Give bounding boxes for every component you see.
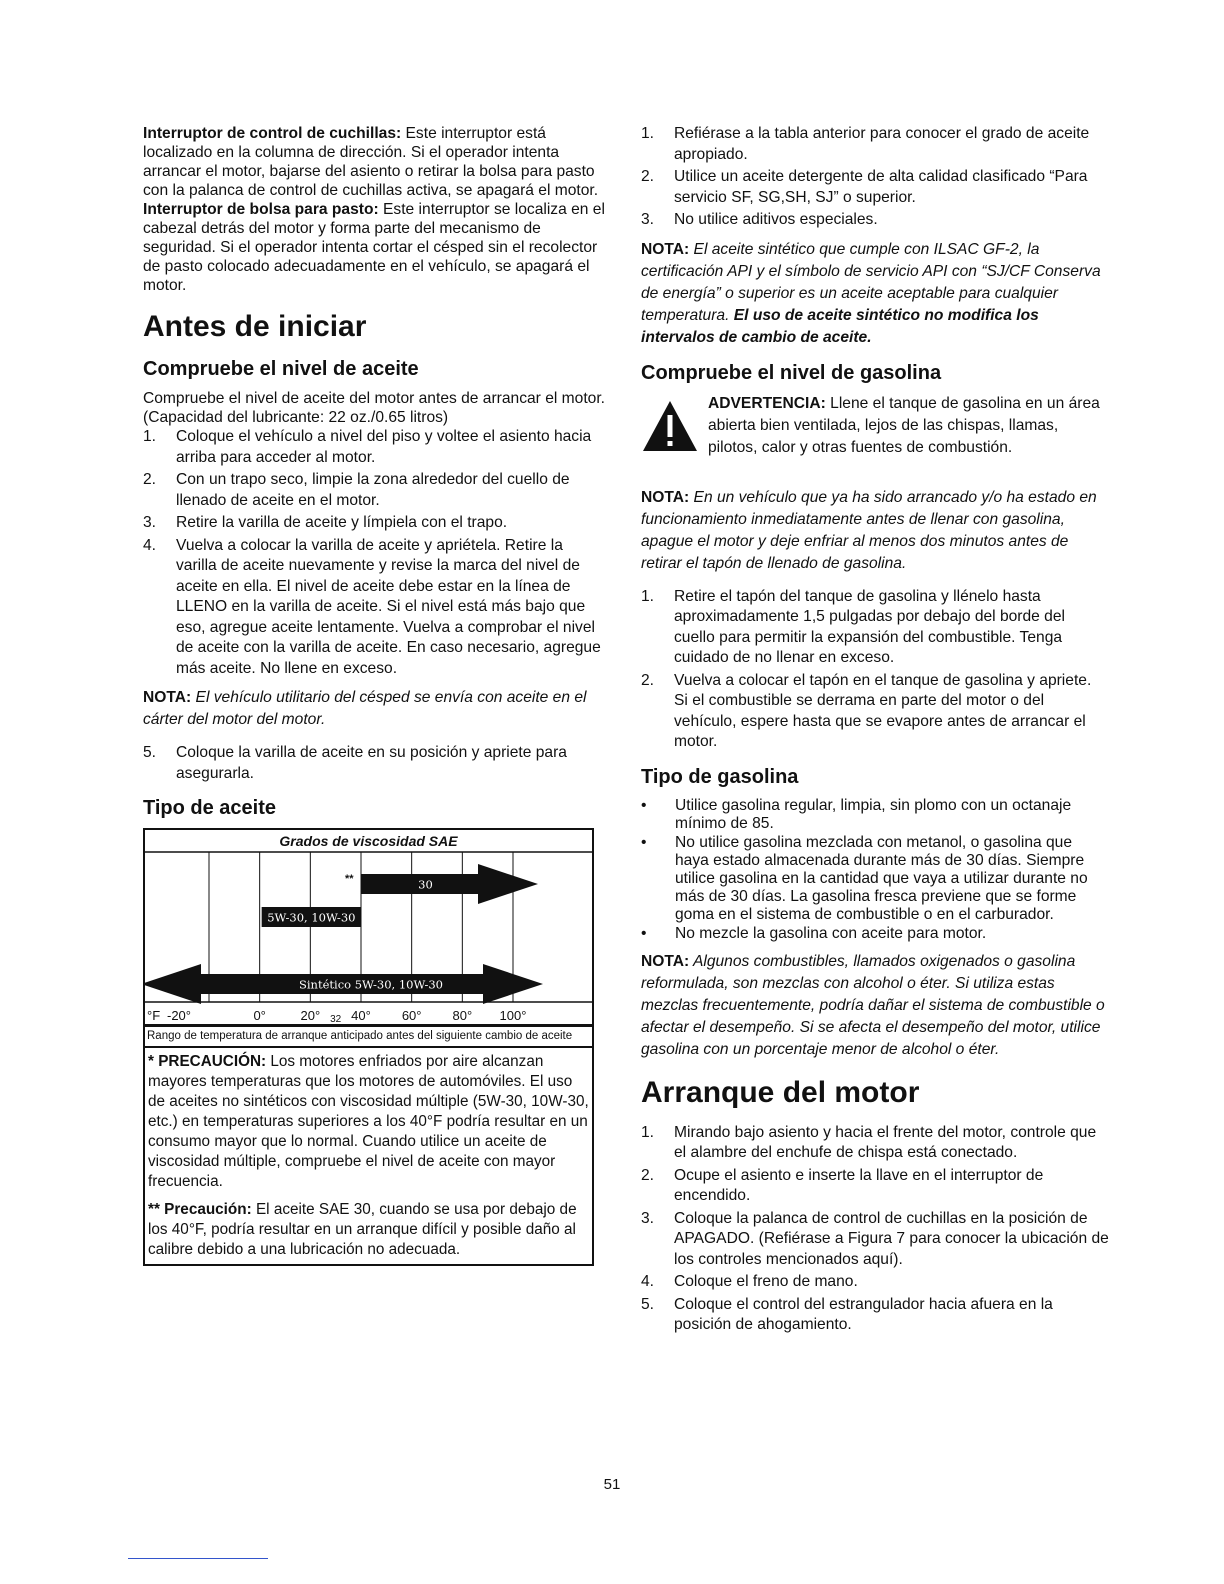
- list-item: [143, 470, 606, 511]
- nota-label: NOTA:: [143, 689, 192, 706]
- list-text: Coloque el control del estrangulador hacia afuera en la posición de ahogamiento.: [674, 1295, 1053, 1333]
- axis-tick-label: 0°: [253, 1008, 266, 1023]
- list-item: [143, 427, 606, 468]
- list-item: [641, 1166, 1109, 1207]
- warning-label: ADVERTENCIA:: [708, 394, 826, 412]
- list-item: [641, 671, 1109, 753]
- caution-2-text: El aceite SAE 30, cuando se usa por debajo de los 40°F, podría resultar en un arranque difícil y posible daño al calibre debido a una lubricación no adecuada.: [148, 1201, 577, 1258]
- list-text: No utilice aditivos especiales.: [674, 211, 878, 228]
- list-number: 5.: [143, 744, 157, 761]
- axis-tick-label: 100°: [499, 1008, 527, 1023]
- axis-tick-label: 80°: [452, 1008, 473, 1023]
- series-label: Sintético 5W-30, 10W-30: [299, 977, 443, 992]
- list-number: •: [641, 833, 647, 851]
- list-item: [641, 167, 1109, 208]
- nota-fuel: [641, 487, 1109, 575]
- list-text: Utilice gasolina regular, limpia, sin plomo con un octanaje mínimo de 85.: [675, 796, 1072, 832]
- list-text: Mirando bajo asiento y hacia el frente del motor, controle que el alambre del enchufe de chispa está conectado.: [674, 1123, 1097, 1161]
- list-item: [641, 1272, 1109, 1293]
- subheading-oil-level: Compruebe el nivel de aceite: [143, 358, 419, 380]
- subheading-fuel-level: Compruebe el nivel de gasolina: [641, 361, 942, 384]
- list-item: [143, 536, 606, 680]
- caution-1-label: * PRECAUCIÓN:: [148, 1053, 267, 1070]
- axis-tick-label: 60°: [401, 1008, 422, 1023]
- list-number: 3.: [641, 211, 655, 228]
- section-heading-antes: Antes de iniciar: [143, 310, 367, 343]
- nota-bold-text: El uso de aceite sintético no modifica los intervalos de cambio de aceite.: [641, 306, 1039, 346]
- list-text: Vuelva a colocar la varilla de aceite y apriétela. Retire la varilla de aceite nuevamente y revise la marca del nivel de aceite en ella. El nivel de aceite debe estar en la línea de LLENO en la varilla de aceite. Si el nivel está más bajo que eso, agregue aceite lentamente. Vuelva a comprobar el nivel de aceite con la varilla de aceite. En caso necesario, agregue más aceite. No llene en exceso.: [176, 536, 601, 677]
- list-item: [641, 925, 1109, 943]
- list-item: [641, 1123, 1109, 1164]
- list-number: 1.: [641, 587, 655, 605]
- chart-caption: Rango de temperatura de arranque anticipado antes del siguiente cambio de aceite: [143, 1026, 594, 1046]
- chart-frame: [144, 829, 593, 1025]
- list-number: 3.: [641, 1209, 655, 1227]
- caution-2-label: ** Precaución:: [148, 1201, 252, 1218]
- list-number: 1.: [143, 428, 157, 445]
- blade-switch-label: Interruptor de control de cuchillas:: [143, 125, 402, 142]
- caution-1: [143, 1046, 594, 1196]
- list-item: [143, 743, 606, 784]
- list-item: [641, 1295, 1109, 1336]
- list-number: 4.: [641, 1273, 655, 1290]
- list-number: 5.: [641, 1295, 655, 1313]
- series-marker: **: [345, 873, 354, 885]
- list-text: Coloque el vehículo a nivel del piso y voltee el asiento hacia arriba para acceder al motor.: [176, 428, 592, 466]
- list-number: 3.: [143, 514, 157, 531]
- fuel-steps-list: [641, 587, 1109, 753]
- viscosity-chart-svg: [143, 828, 594, 1026]
- list-item: [641, 797, 1109, 833]
- list-text: Coloque la varilla de aceite en su posición y apriete para asegurarla.: [176, 744, 567, 782]
- list-text: Refiérase a la tabla anterior para conocer el grado de aceite apropiado.: [674, 125, 1090, 163]
- blade-switch-text: Este interruptor está localizado en la columna de dirección. Si el operador intenta arrancar el motor, bajarse del asiento o retirar la bolsa para pasto con la palanca de control de cuchillas activa, se apagará el motor.: [143, 125, 599, 199]
- list-text: No mezcle la gasolina con aceite para motor.: [675, 924, 987, 942]
- nota-synthetic: [641, 239, 1109, 349]
- nota-label: NOTA:: [641, 952, 690, 970]
- caution-1-text: Los motores enfriados por aire alcanzan mayores temperaturas que los motores de automóviles. El uso de aceites no sintéticos con viscosidad múltiple (5W-30, 10W-30, etc.) en temperaturas superiores a los 40°F podría resultar en un consumo mayor que lo normal. Cuando utilice un aceite de viscosidad múltiple, compruebe el nivel de aceite con mayor frecuencia.: [148, 1053, 589, 1190]
- list-text: Vuelva a colocar el tapón en el tanque de gasolina y apriete. Si el combustible se derrama en parte del motor o del vehículo, espere hasta que se evapore antes de arrancar el motor.: [674, 671, 1092, 750]
- nota-text: En un vehículo que ya ha sido arrancado y/o ha estado en funcionamiento inmediatamente antes de llenar con gasolina, apague el motor y deje enfriar al menos dos minutos antes de retirar el tapón de llenado de gasolina.: [641, 488, 1097, 572]
- list-number: 2.: [143, 471, 157, 488]
- nota-oxygenated: [641, 951, 1109, 1061]
- fuel-bullets-list: [641, 797, 1109, 943]
- warning-triangle-icon: [641, 399, 699, 453]
- list-number: 2.: [641, 1166, 655, 1184]
- axis-tick-label: 20°: [300, 1008, 321, 1023]
- list-item: [143, 513, 606, 534]
- oil-step-5-list: [143, 743, 606, 784]
- series-label: 30: [418, 877, 433, 892]
- list-item: [641, 587, 1109, 669]
- page-number: 51: [603, 1476, 621, 1493]
- list-text: Coloque la palanca de control de cuchillas en la posición de APAGADO. (Refiérase a Figura 7 para conocer la ubicación de los controles mencionados aquí).: [674, 1209, 1109, 1268]
- nota-label: NOTA:: [641, 488, 690, 506]
- axis-tick-label: 40°: [351, 1008, 371, 1023]
- list-text: Retire la varilla de aceite y límpiela con el trapo.: [176, 514, 508, 531]
- list-number: •: [641, 796, 647, 814]
- footer-rule: [128, 1558, 268, 1559]
- list-text: No utilice gasolina mezclada con metanol, o gasolina que haya estado almacenada durante más de 30 días. Siempre utilice gasolina en la cantidad que vaya a utilizar durante no más de 30 días. La gasolina fresca previene que se forme goma en el sistema de combustible o en el carburador.: [675, 833, 1088, 923]
- arrow-left: [143, 964, 201, 1004]
- warning-text-paragraph: [708, 393, 1109, 459]
- list-number: •: [641, 924, 647, 942]
- series-label: 5W-30, 10W-30: [267, 910, 356, 925]
- blade-switch-paragraph: [143, 124, 606, 200]
- list-number: 2.: [641, 168, 655, 185]
- axis-tick-label: 32: [330, 1014, 342, 1025]
- oil-intro: Compruebe el nivel de aceite del motor antes de arrancar el motor. (Capacidad del lubricante: 22 oz./0.65 litros): [143, 390, 605, 426]
- list-text: Con un trapo seco, limpie la zona alrededor del cuello de llenado de aceite en el motor.: [176, 471, 570, 509]
- nota-label: NOTA:: [641, 240, 690, 258]
- bag-switch-paragraph: [143, 200, 606, 295]
- bag-switch-text: Este interruptor se localiza en el cabezal detrás del motor y forma parte del mecanismo de seguridad. Si el operador intenta cortar el césped sin el recolector de pasto colocado adecuadamente en el vehículo, se apagará el motor.: [143, 201, 605, 294]
- axis-unit: °F: [147, 1008, 161, 1023]
- list-item: [641, 210, 1109, 231]
- list-number: 4.: [143, 536, 157, 554]
- oil-steps-list: [143, 427, 606, 679]
- subheading-fuel-type: Tipo de gasolina: [641, 765, 799, 788]
- nota-text: Algunos combustibles, llamados oxigenados o gasolina reformulada, son mezclas con alcohol o éter. Si utiliza estas mezclas frecuentemente, podría dañar el sistema de combustible o afectar el desempeño. Si se afecta el desempeño del motor, utilice gasolina con un porcentaje menor de alcohol o éter.: [641, 952, 1105, 1058]
- subheading-oil-type: Tipo de aceite: [143, 797, 277, 819]
- right-column: [641, 124, 1109, 1338]
- warning-text: Llene el tanque de gasolina en un área abierta bien ventilada, lejos de las chispas, llamas, pilotos, calor y otras fuentes de combustión.: [708, 394, 1100, 456]
- left-column: [143, 124, 606, 1266]
- list-text: Ocupe el asiento e inserte la llave en el interruptor de encendido.: [674, 1166, 1044, 1204]
- list-number: 1.: [641, 1123, 655, 1141]
- nota-text: El vehículo utilitario del césped se envía con aceite en el cárter del motor del motor.: [143, 689, 587, 728]
- list-text: Coloque el freno de mano.: [674, 1273, 858, 1290]
- section-heading-arranque: Arranque del motor: [641, 1075, 920, 1109]
- list-item: [641, 834, 1109, 924]
- list-item: [641, 1209, 1109, 1271]
- oil-grade-steps: [641, 124, 1109, 231]
- bag-switch-label: Interruptor de bolsa para pasto:: [143, 201, 379, 218]
- list-item: [641, 124, 1109, 165]
- nota-text: El aceite sintético que cumple con ILSAC GF-2, la certificación API y el símbolo de servicio API con “SJ/CF Conserva de energía” o superior es un aceite aceptable para cualquier temperatura.: [641, 240, 1101, 324]
- start-steps-list: [641, 1123, 1109, 1336]
- axis-tick-label: -20°: [167, 1008, 191, 1023]
- list-text: Utilice un aceite detergente de alta calidad clasificado “Para servicio SF, SG,SH, SJ” o superior.: [674, 168, 1088, 206]
- list-number: 2.: [641, 671, 655, 689]
- chart-title: Grados de viscosidad SAE: [279, 833, 458, 849]
- arrow-right: [478, 864, 538, 904]
- list-text: Retire el tapón del tanque de gasolina y llénelo hasta aproximadamente 1,5 pulgadas por debajo del borde del cuello para permitir la expansión del combustible. Tenga cuidado de no llenar en exceso.: [674, 587, 1065, 666]
- warning-block: [641, 393, 1109, 473]
- viscosity-chart: [143, 828, 594, 1266]
- nota-oil: [143, 687, 606, 731]
- caution-2: [143, 1196, 594, 1266]
- list-number: 1.: [641, 125, 655, 142]
